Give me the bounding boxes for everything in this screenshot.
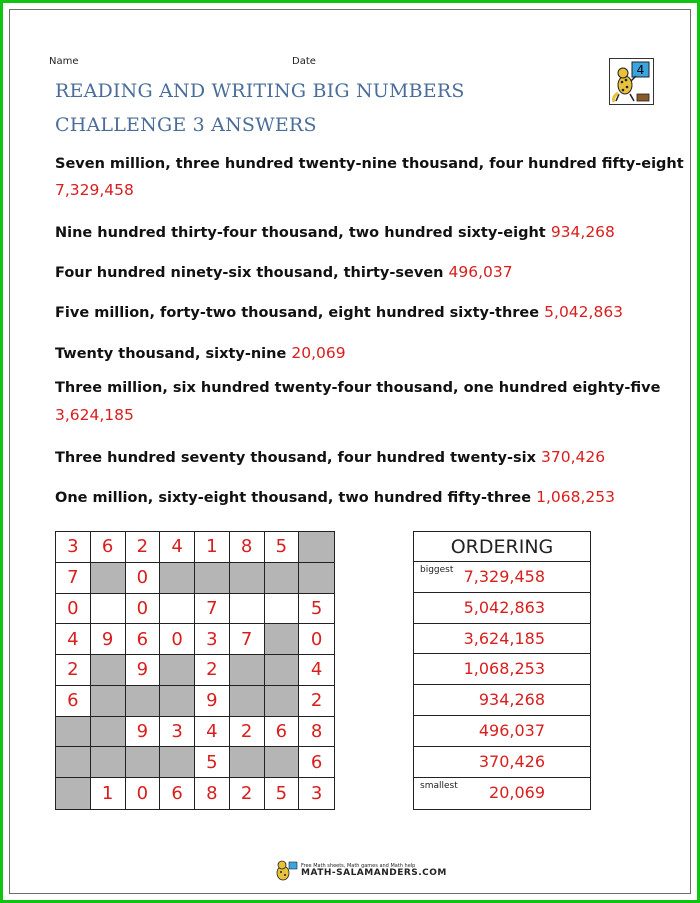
grid-cell: 3 [160,717,195,748]
grid-cell: 7 [56,563,91,594]
grid-cell: 2 [230,717,265,748]
question-text: Five million, forty-two thousand, eight hundred sixty-three [55,305,540,321]
ordering-row [414,685,590,716]
grid-cell: 5 [265,532,300,563]
grid-cell: 1 [195,532,230,563]
ordering-row [414,716,590,747]
worksheet-subtitle: CHALLENGE 3 ANSWERS [55,114,317,136]
grid-cell-shaded [91,655,126,686]
grid-cell: 5 [195,747,230,778]
ordering-title: ORDERING [414,532,590,562]
grid-cell: 0 [126,594,161,625]
ordering-row [414,624,590,655]
grid-cell: 2 [230,778,265,809]
grid-cell: 8 [299,717,334,748]
question-text: Three hundred seventy thousand, four hundred twenty-six [55,450,536,466]
question-4 [55,303,623,321]
grid-cell-shaded [91,686,126,717]
answer-6: 3,624,185 [55,406,134,424]
answer-5: 20,069 [291,344,346,362]
answer-1: 7,329,458 [55,181,134,199]
ordering-table [413,531,591,810]
answer-4: 5,042,863 [544,303,624,321]
grid-cell: 3 [56,532,91,563]
footer-brand [272,860,447,882]
question-2 [55,223,615,241]
ordering-value: 5,042,863 [463,597,545,617]
crossnumber-grid [55,531,335,810]
grid-cell: 6 [56,686,91,717]
grid-cell-shaded [160,747,195,778]
grid-cell-shaded [230,686,265,717]
grid-cell: 9 [126,655,161,686]
question-5 [55,344,346,362]
grid-cell-shaded [160,563,195,594]
ordering-row [414,654,590,685]
grid-cell-shaded [56,778,91,809]
grid-cell: 5 [265,778,300,809]
grid-cell: 5 [299,594,334,625]
grid-cell: 0 [299,624,334,655]
question-text: Four hundred ninety-six thousand, thirty-seven [55,265,444,281]
grid-cell-shaded [265,655,300,686]
question-text: One million, sixty-eight thousand, two hundred fifty-three [55,490,532,506]
grid-cell [265,594,300,625]
salamander-icon [610,59,653,104]
answer-8: 1,068,253 [536,488,615,506]
ordering-row [414,778,590,809]
grid-cell-shaded [91,563,126,594]
grid-cell: 6 [91,532,126,563]
ordering-row [414,593,590,624]
question-1 [55,156,684,172]
biggest-label: biggest [420,565,454,575]
grid-cell: 2 [126,532,161,563]
grid-cell: 4 [160,532,195,563]
grid-cell-shaded [265,624,300,655]
name-label: Name [49,56,79,67]
grid-cell [91,594,126,625]
grid-cell-shaded [160,686,195,717]
question-7 [55,448,605,466]
grid-cell-shaded [230,563,265,594]
grid-cell: 3 [299,778,334,809]
ordering-value: 934,268 [478,690,545,710]
grid-cell: 0 [160,624,195,655]
grid-cell: 8 [230,532,265,563]
salamander-logo [609,58,654,105]
grid-cell-shaded [195,563,230,594]
answer-3: 496,037 [448,263,513,281]
grid-cell-shaded [299,563,334,594]
worksheet-title: READING AND WRITING BIG NUMBERS [55,80,465,102]
worksheet-page [9,9,691,894]
answer-7: 370,426 [541,448,606,466]
grid-cell: 0 [126,778,161,809]
grid-cell-shaded [91,717,126,748]
answer-2: 934,268 [550,223,615,241]
footer-site-link[interactable]: MATH-SALAMANDERS.COM [301,868,447,878]
grid-cell [230,594,265,625]
grid-cell: 6 [265,717,300,748]
grid-cell-shaded [265,563,300,594]
question-text: Seven million, three hundred twenty-nine thousand, four hundred fifty-eight [55,156,684,172]
ordering-value: 1,068,253 [463,659,545,679]
grid-cell: 2 [299,686,334,717]
logo-number: 4 [636,63,645,77]
grid-cell-shaded [265,747,300,778]
grid-cell: 9 [91,624,126,655]
smallest-label: smallest [420,780,458,791]
grid-cell-shaded [230,747,265,778]
grid-cell: 7 [195,594,230,625]
grid-cell: 3 [195,624,230,655]
footer-tagline: Free Math sheets, Math games and Math help [301,863,416,869]
ordering-row [414,562,590,593]
grid-cell: 1 [91,778,126,809]
question-8 [55,488,615,506]
date-label: Date [292,56,316,67]
grid-cell-shaded [56,747,91,778]
question-6 [55,380,660,396]
ordering-value: 7,329,458 [463,567,545,586]
grid-cell: 6 [299,747,334,778]
grid-cell-shaded [126,686,161,717]
ordering-value: 496,037 [478,720,545,740]
ordering-value: 20,069 [489,782,545,802]
grid-cell: 4 [56,624,91,655]
grid-cell: 2 [195,655,230,686]
grid-cell [160,594,195,625]
grid-cell-shaded [56,717,91,748]
grid-cell: 0 [126,563,161,594]
grid-cell: 8 [195,778,230,809]
grid-cell: 9 [195,686,230,717]
grid-cell: 4 [299,655,334,686]
grid-cell: 9 [126,717,161,748]
ordering-row [414,747,590,778]
question-text: Three million, six hundred twenty-four thousand, one hundred eighty-five [55,380,661,396]
question-text: Nine hundred thirty-four thousand, two hundred sixty-eight [55,225,546,241]
grid-cell-shaded [91,747,126,778]
grid-cell-shaded [230,655,265,686]
grid-cell: 2 [56,655,91,686]
ordering-value: 370,426 [478,751,545,771]
footer-salamander-icon [272,860,298,882]
grid-cell: 4 [195,717,230,748]
grid-cell: 7 [230,624,265,655]
grid-cell: 0 [56,594,91,625]
grid-cell-shaded [160,655,195,686]
ordering-value: 3,624,185 [463,628,545,648]
grid-cell-shaded [265,686,300,717]
grid-cell: 6 [126,624,161,655]
grid-cell-shaded [299,532,334,563]
grid-cell: 6 [160,778,195,809]
question-text: Twenty thousand, sixty-nine [55,346,287,362]
grid-cell-shaded [126,747,161,778]
question-3 [55,263,513,281]
